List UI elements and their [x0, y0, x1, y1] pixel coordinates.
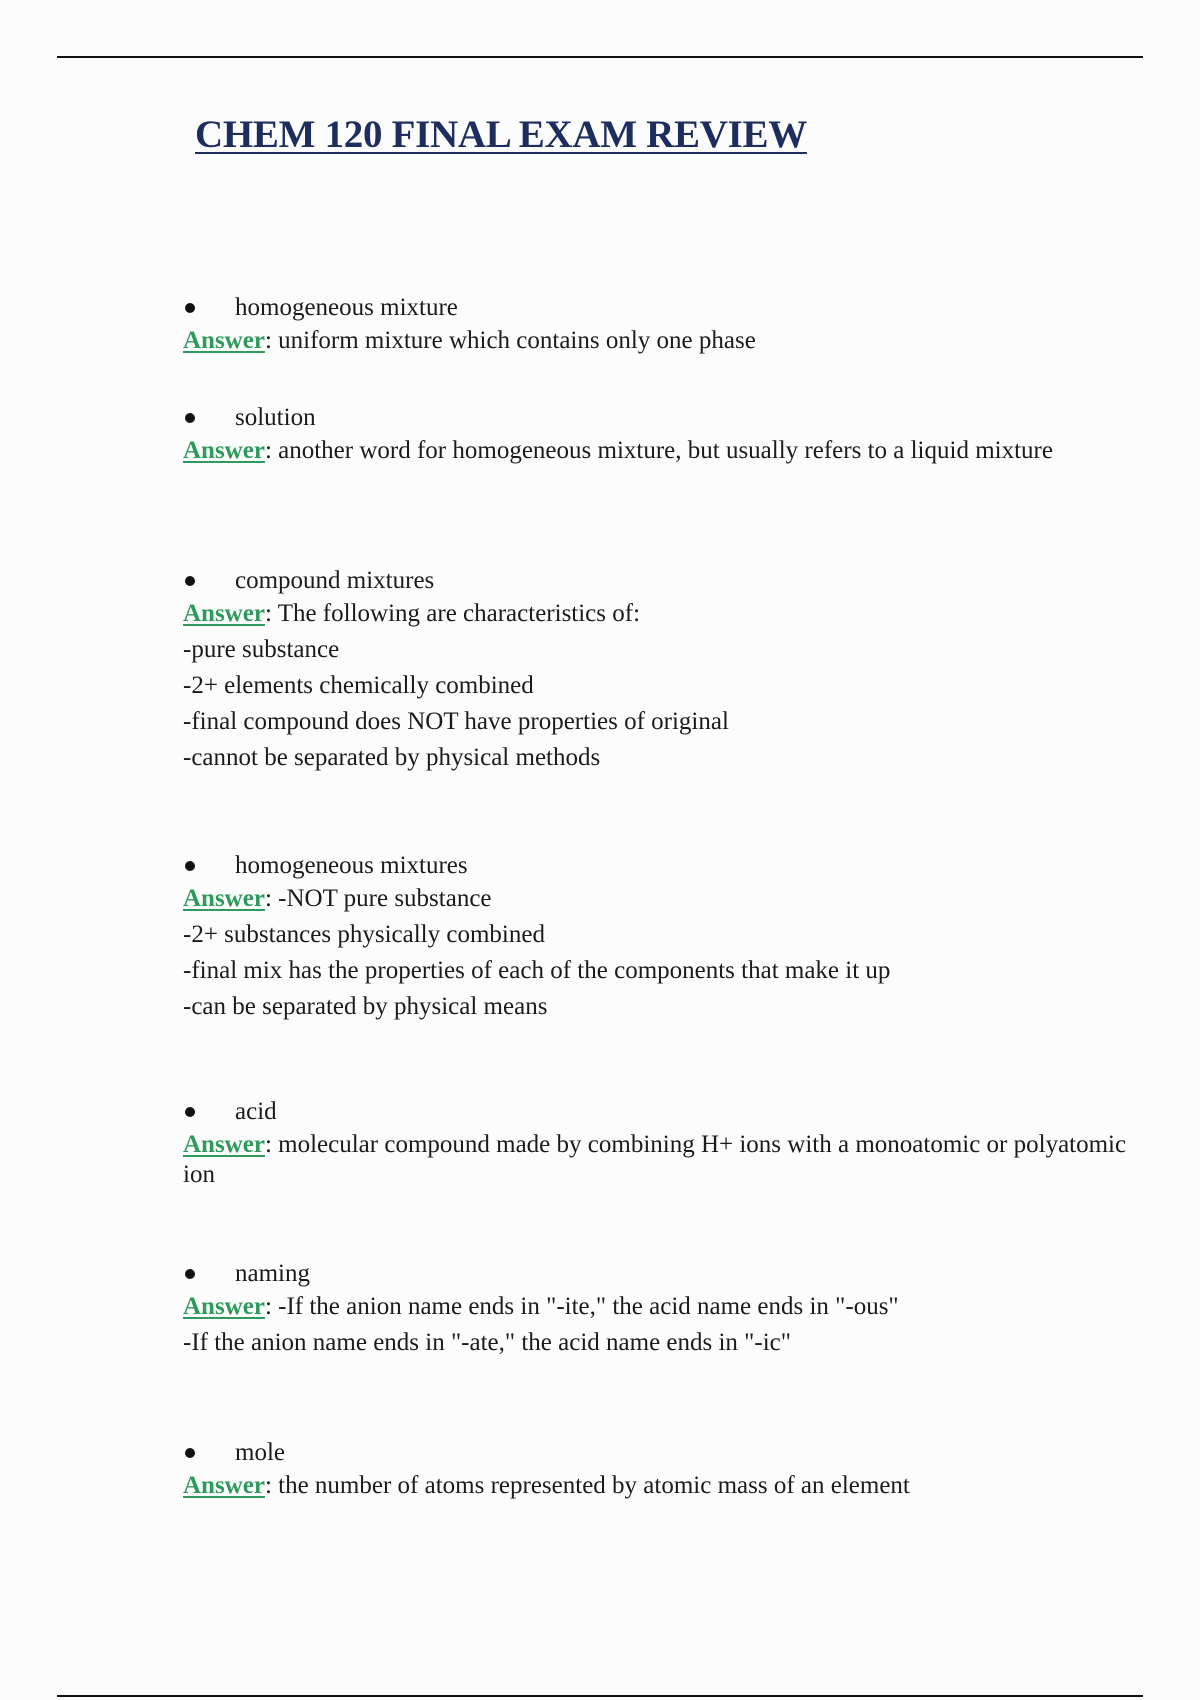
detail-line: -final compound does NOT have properties of original: [183, 708, 729, 735]
detail-line: -final mix has the properties of each of the components that make it up: [183, 957, 891, 984]
bullet-icon: [185, 1107, 195, 1117]
detail-line: -If the anion name ends in "-ate," the acid name ends in "-ic": [183, 1329, 791, 1356]
answer-label: Answer: [183, 437, 265, 464]
term-row: [183, 292, 1133, 324]
answer-separator: :: [264, 1293, 272, 1320]
answer-text: -If the anion name ends in "-ite," the acid name ends in "-ous": [271, 1293, 899, 1320]
answer-text: The following are characteristics of:: [271, 600, 641, 627]
bullet-icon: [185, 413, 195, 423]
review-entry: [183, 292, 1133, 356]
term-text: homogeneous mixtures: [235, 852, 468, 879]
answer-line: [183, 326, 1133, 356]
bullet-icon: [185, 1269, 195, 1279]
answer-separator: :: [264, 327, 272, 354]
term-row: [183, 850, 1133, 882]
detail-line: -2+ elements chemically combined: [183, 672, 534, 699]
answer-label: Answer: [183, 1293, 265, 1320]
answer-line: [183, 1471, 1133, 1501]
answer-label: Answer: [183, 600, 265, 627]
review-entry: [183, 850, 1133, 1022]
top-divider: [57, 56, 1143, 58]
answer-line: [183, 884, 1133, 914]
term-text: homogeneous mixture: [235, 294, 458, 321]
term-text: compound mixtures: [235, 567, 435, 594]
answer-line: [183, 599, 1133, 629]
answer-separator: :: [264, 437, 272, 464]
term-text: mole: [235, 1439, 285, 1466]
review-entry: [183, 1258, 1133, 1358]
answer-separator: :: [264, 1472, 272, 1499]
answer-label: Answer: [183, 1472, 265, 1499]
term-row: [183, 1258, 1133, 1290]
review-entry: [183, 565, 1133, 773]
bullet-icon: [185, 576, 195, 586]
review-entry: [183, 402, 1133, 466]
answer-separator: :: [264, 1131, 272, 1158]
answer-text: uniform mixture which contains only one phase: [271, 327, 756, 354]
term-text: solution: [235, 404, 316, 431]
answer-label: Answer: [183, 885, 265, 912]
answer-separator: :: [264, 885, 272, 912]
review-entry: [183, 1437, 1133, 1501]
detail-line: -cannot be separated by physical methods: [183, 744, 601, 771]
term-row: [183, 402, 1133, 434]
bullet-icon: [185, 861, 195, 871]
answer-line: [183, 1130, 1133, 1190]
bottom-divider: [57, 1695, 1143, 1697]
bullet-icon: [185, 1448, 195, 1458]
answer-separator: :: [264, 600, 272, 627]
answer-label: Answer: [183, 1131, 265, 1158]
answer-text: the number of atoms represented by atomic mass of an element: [271, 1472, 910, 1499]
detail-line: -can be separated by physical means: [183, 993, 548, 1020]
term-text: naming: [235, 1260, 310, 1287]
term-row: [183, 1096, 1133, 1128]
answer-label: Answer: [183, 327, 265, 354]
bullet-icon: [185, 303, 195, 313]
term-text: acid: [235, 1098, 277, 1125]
answer-text: another word for homogeneous mixture, but usually refers to a liquid mixture: [271, 437, 1053, 464]
detail-line: -2+ substances physically combined: [183, 921, 545, 948]
term-row: [183, 1437, 1133, 1469]
answer-text: -NOT pure substance: [271, 885, 492, 912]
answer-text: molecular compound made by combining H+ ions with a monoatomic or polyatomic ion: [183, 1131, 1127, 1188]
answer-line: [183, 436, 1133, 466]
review-entry: [183, 1096, 1133, 1190]
term-row: [183, 565, 1133, 597]
page-title: CHEM 120 FINAL EXAM REVIEW: [195, 113, 807, 156]
detail-line: -pure substance: [183, 636, 340, 663]
answer-line: [183, 1292, 1133, 1322]
